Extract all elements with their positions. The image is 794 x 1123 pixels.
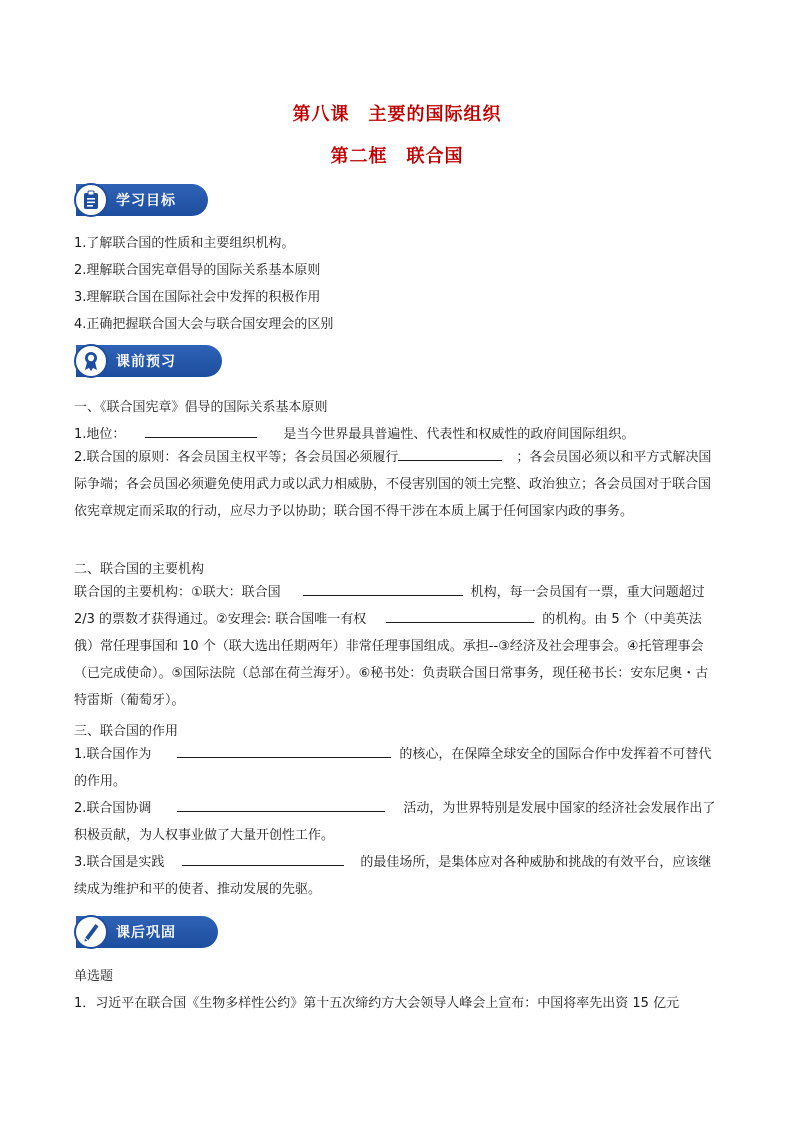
fill-blank[interactable] xyxy=(177,797,385,812)
question-1: 1．习近平在联合国《生物多样性公约》第十五次缔约方大会领导人峰会上宣布：中国将率先出资 15 亿元 xyxy=(74,996,680,1011)
preview-para-2: 2.联合国的原则：各会员国主权平等；各会员国必须履行 ；各会员国必须以和平方式解决国际争端；各会员国必须避免使用武力或以武力相威胁，不侵害别国的领土完整、政治独立；各会员国对于联合国依宪章规定而采取的行动，应尽力予以协助；联合国不得干涉在本质上属于任何国家内政的事务。 xyxy=(74,444,720,525)
preview-heading-3: 三、联合国的作用 xyxy=(74,724,179,739)
fill-blank[interactable] xyxy=(182,851,344,866)
goal-item: 3.理解联合国在国际社会中发挥的积极作用 xyxy=(74,290,321,305)
section-title: 第二框 联合国 xyxy=(330,146,464,167)
goal-item: 2.理解联合国宪章倡导的国际关系基本原则 xyxy=(74,263,321,278)
pencil-icon xyxy=(74,915,108,949)
preview-para-5: 2.联合国协调 活动，为世界特别是发展中国家的经济社会发展作出了积极贡献，为人权事业做了大量开创性工作。 xyxy=(74,795,720,849)
preview-para-6: 3.联合国是实践 的最佳场所，是集体应对各种威胁和挑战的有效平台，应该继续成为维护和平的使者、推动发展的先驱。 xyxy=(74,849,720,903)
fill-blank[interactable] xyxy=(398,446,502,461)
preview-heading-2: 二、联合国的主要机构 xyxy=(74,562,205,577)
preview-badge xyxy=(76,345,222,377)
preview-para-3: 联合国的主要机构：①联大：联合国 机构，每一会员国有一票，重大问题超过 2/3 的票数才获得通过。②安理会: 联合国唯一有权 的机构。由 5 个（中美英法俄）常任理事国和 10 个（联大选出任期两年）非常任理事国组成。承担--③经济及社会理事会。④托管理事会（已完成使命）。⑤国际法院（总部在荷兰海牙）。⑥秘书处：负责联合国日常事务，现任秘书长：安东尼奥・古特雷斯（葡萄牙）。 xyxy=(74,579,720,714)
ribbon-award-icon xyxy=(74,344,108,378)
review-badge xyxy=(76,916,218,948)
question-type: 单选题 xyxy=(74,969,114,984)
preview-para-4: 1.联合国作为 的核心，在保障全球安全的国际合作中发挥着不可替代的作用。 xyxy=(74,741,720,795)
goals-badge xyxy=(76,184,208,216)
review-badge-label: 课后巩固 xyxy=(116,925,176,941)
lesson-title: 第八课 主要的国际组织 xyxy=(292,104,502,125)
preview-heading-1: 一、《联合国宪章》倡导的国际关系基本原则 xyxy=(74,400,328,415)
fill-blank[interactable] xyxy=(177,743,391,758)
fill-blank[interactable] xyxy=(303,581,463,596)
fill-blank[interactable] xyxy=(145,423,257,438)
clipboard-icon xyxy=(74,183,108,217)
goal-item: 4.正确把握联合国大会与联合国安理会的区别 xyxy=(74,317,334,332)
goal-item: 1.了解联合国的性质和主要组织机构。 xyxy=(74,236,295,251)
preview-badge-label: 课前预习 xyxy=(116,354,176,370)
preview-para-1: 1.地位： 是当今世界最具普遍性、代表性和权威性的政府间国际组织。 xyxy=(74,423,634,442)
goals-badge-label: 学习目标 xyxy=(116,193,176,209)
fill-blank[interactable] xyxy=(386,608,534,623)
